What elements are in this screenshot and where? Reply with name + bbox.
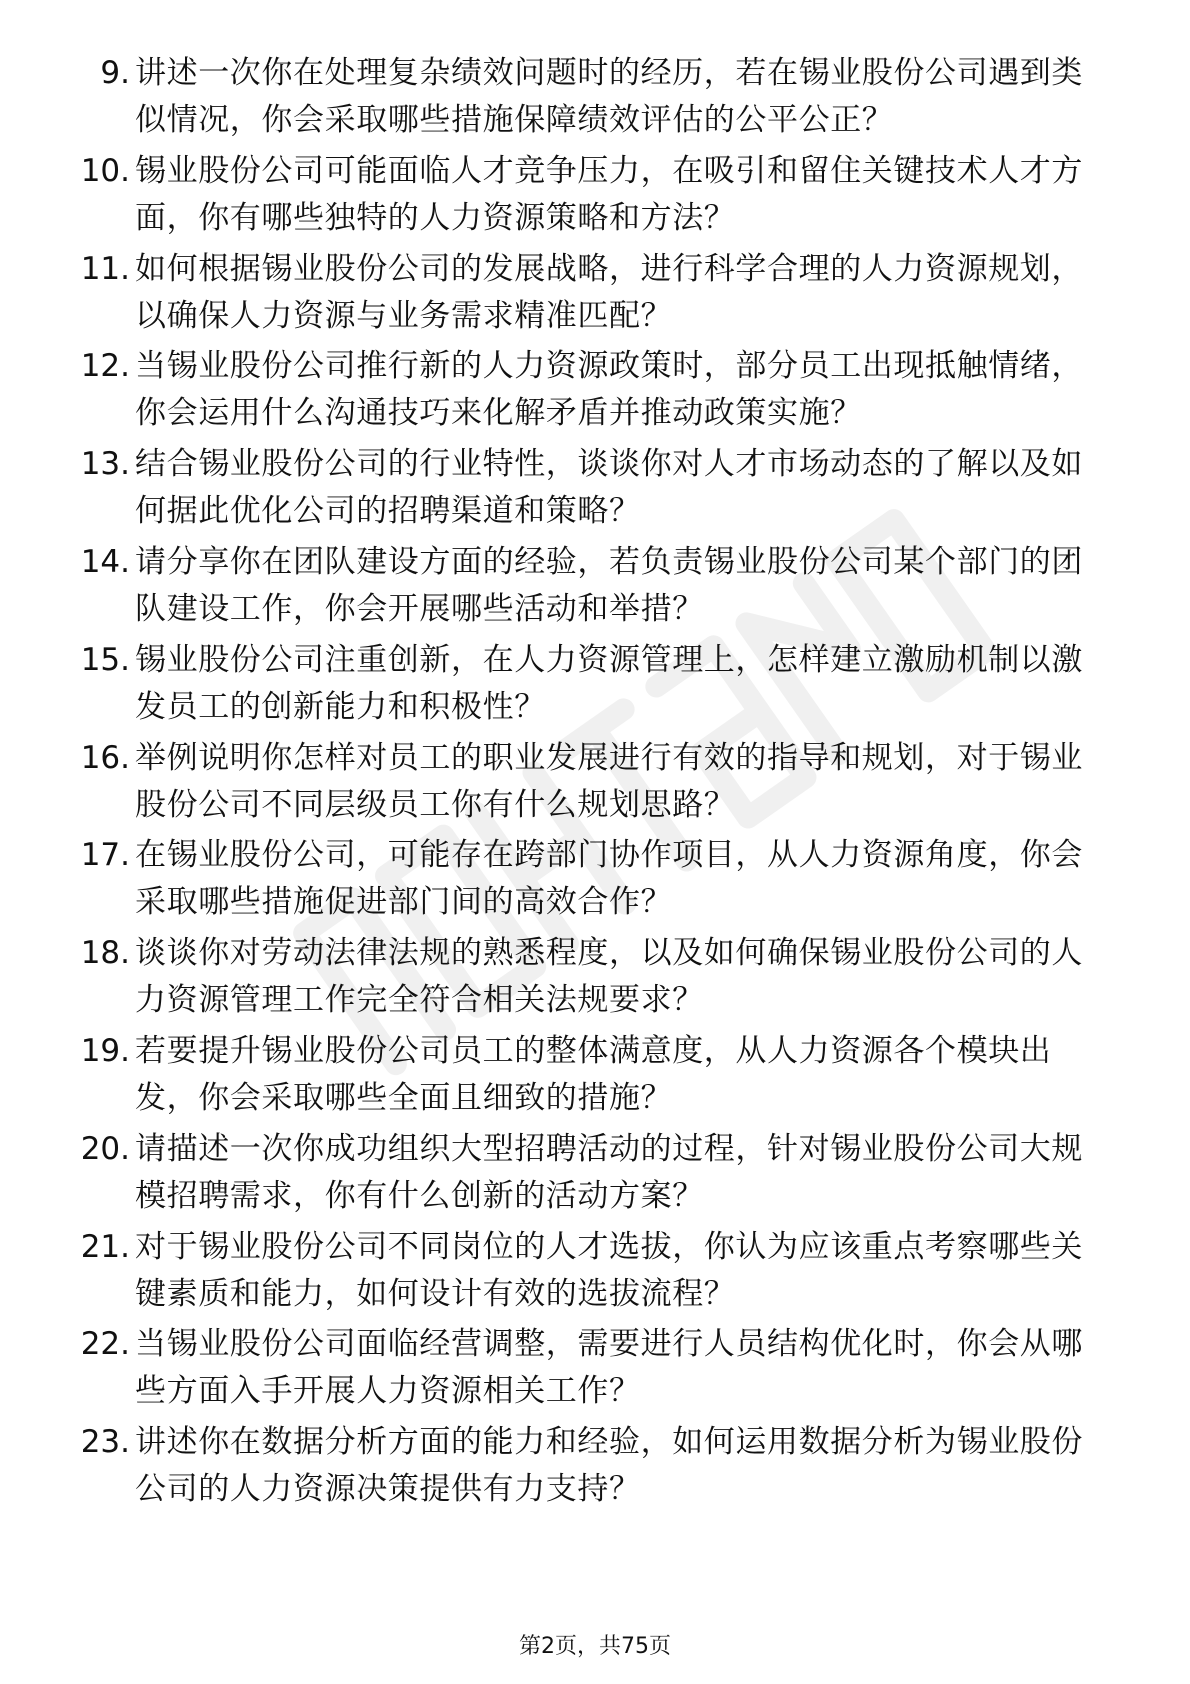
question-item: [0, 343, 1190, 437]
question-text: 结合锡业股份公司的行业特性，谈谈你对人才市场动态的了解以及如何据此优化公司的招聘渠道和策略？: [135, 446, 1083, 530]
question-item: [0, 246, 1190, 340]
question-text: 对于锡业股份公司不同岗位的人才选拔，你认为应该重点考察哪些关键素质和能力，如何设计有效的选拔流程？: [135, 1228, 1083, 1312]
question-number: 14.: [80, 543, 130, 580]
question-item: [0, 50, 1190, 144]
question-item: [0, 1126, 1190, 1220]
question-number: 12.: [80, 348, 130, 385]
question-number: 15.: [80, 641, 130, 678]
question-item: [0, 1419, 1190, 1513]
question-number: 13.: [80, 446, 130, 483]
question-text: 讲述一次你在处理复杂绩效问题时的经历，若在锡业股份公司遇到类似情况，你会采取哪些措施保障绩效评估的公平公正？: [135, 55, 1083, 138]
question-number: 21.: [80, 1228, 130, 1265]
question-text: 举例说明你怎样对员工的职业发展进行有效的指导和规划，对于锡业股份公司不同层级员工你有什么规划思路？: [135, 739, 1083, 823]
question-text: 锡业股份公司可能面临人才竞争压力，在吸引和留住关键技术人才方面，你有哪些独特的人力资源策略和方法？: [135, 152, 1083, 236]
question-text: 讲述你在数据分析方面的能力和经验，如何运用数据分析为锡业股份公司的人力资源决策提供有力支持？: [135, 1424, 1083, 1508]
question-number: 20.: [80, 1130, 130, 1167]
question-item: [0, 832, 1190, 926]
question-number: 11.: [80, 250, 130, 287]
question-item: [0, 1321, 1190, 1415]
question-text: 请分享你在团队建设方面的经验，若负责锡业股份公司某个部门的团队建设工作，你会开展哪些活动和举措？: [135, 543, 1083, 627]
question-number: 22.: [80, 1326, 130, 1363]
question-number: 9.: [100, 55, 130, 91]
question-item: [0, 148, 1190, 242]
question-list: [0, 50, 1190, 1517]
question-text: 如何根据锡业股份公司的发展战略，进行科学合理的人力资源规划，以确保人力资源与业务需求精准匹配？: [135, 250, 1083, 334]
question-number: 17.: [80, 837, 130, 874]
question-number: 23.: [80, 1424, 130, 1461]
page-footer: 第2页，共75页: [519, 1634, 671, 1659]
question-text: 当锡业股份公司面临经营调整，需要进行人员结构优化时，你会从哪些方面入手开展人力资源相关工作？: [135, 1326, 1083, 1410]
question-item: [0, 637, 1190, 731]
question-number: 18.: [80, 935, 130, 972]
question-text: 谈谈你对劳动法律法规的熟悉程度，以及如何确保锡业股份公司的人力资源管理工作完全符合相关法规要求？: [135, 935, 1083, 1019]
question-item: [0, 539, 1190, 633]
question-item: [0, 735, 1190, 829]
question-number: 16.: [80, 739, 130, 776]
question-text: 当锡业股份公司推行新的人力资源政策时，部分员工出现抵触情绪，你会运用什么沟通技巧来化解矛盾并推动政策实施？: [135, 348, 1083, 432]
question-item: [0, 1224, 1190, 1318]
question-item: [0, 441, 1190, 535]
question-text: 若要提升锡业股份公司员工的整体满意度，从人力资源各个模块出发，你会采取哪些全面且细致的措施？: [135, 1032, 1052, 1116]
question-item: [0, 930, 1190, 1024]
question-text: 请描述一次你成功组织大型招聘活动的过程，针对锡业股份公司大规模招聘需求，你有什么创新的活动方案？: [135, 1130, 1083, 1214]
question-text: 在锡业股份公司，可能存在跨部门协作项目，从人力资源角度，你会采取哪些措施促进部门间的高效合作？: [135, 837, 1083, 921]
question-number: 19.: [80, 1032, 130, 1069]
question-item: [0, 1028, 1190, 1122]
question-text: 锡业股份公司注重创新，在人力资源管理上，怎样建立激励机制以激发员工的创新能力和积极性？: [135, 641, 1083, 725]
question-number: 10.: [80, 152, 130, 189]
